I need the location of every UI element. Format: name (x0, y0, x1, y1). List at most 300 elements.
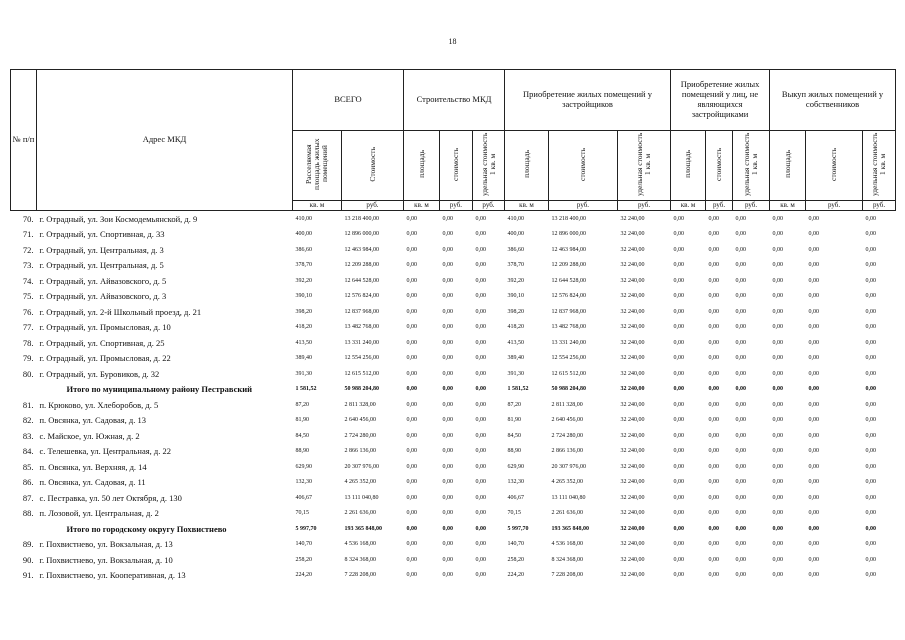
row-value: 140,70 (507, 541, 524, 548)
row-value: 32 240,00 (620, 293, 645, 300)
row-value: 0,00 (865, 215, 877, 222)
row-value: 0,00 (442, 324, 453, 331)
row-value: 0,00 (808, 293, 820, 300)
row-value: 0,00 (406, 494, 417, 501)
row-value: 0,00 (708, 556, 720, 563)
subheader-unit-cost: удельная стоимость 1 кв. м (742, 132, 760, 196)
row-value: 32 240,00 (620, 277, 645, 284)
row-value: 13 111 040,80 (551, 494, 586, 501)
row-value: 0,00 (865, 525, 877, 532)
row-value: 12 576 824,00 (344, 293, 379, 300)
row-number: 88. (22, 508, 34, 519)
unit-sqm: кв. м (505, 201, 549, 211)
row-value: 0,00 (735, 324, 747, 331)
subheader-unit-cost: удельная стоимость 1 кв. м (479, 132, 497, 196)
row-value: 12 576 824,00 (551, 293, 586, 300)
row-value: 0,00 (406, 324, 417, 331)
row-value: 390,10 (295, 293, 312, 300)
row-value: 0,00 (708, 448, 720, 455)
row-value: 2 640 456,00 (551, 417, 583, 424)
row-value: 0,00 (808, 401, 820, 408)
row-address: Итого по муниципальному району Пестравский (66, 384, 253, 395)
row-value: 0,00 (475, 432, 486, 439)
row-value: 32 240,00 (620, 339, 645, 346)
row-value: 32 240,00 (620, 324, 645, 331)
row-value: 0,00 (772, 556, 784, 563)
row-address: г. Похвистнево, ул. Вокзальная, д. 10 (39, 554, 173, 565)
row-value: 8 324 368,00 (551, 556, 583, 563)
row-value: 13 482 768,00 (551, 324, 586, 331)
row-value: 0,00 (708, 246, 720, 253)
table-row (11, 273, 896, 289)
row-value: 406,67 (507, 494, 524, 501)
row-value: 32 240,00 (620, 417, 645, 424)
unit-rub: руб. (806, 201, 863, 211)
row-value: 0,00 (475, 494, 486, 501)
row-value: 413,50 (507, 339, 524, 346)
row-value: 4 536 168,00 (344, 541, 376, 548)
row-value: 398,20 (295, 308, 312, 315)
row-value: 2 261 636,00 (551, 510, 583, 517)
subheader-cost: Стоимость (367, 146, 377, 182)
row-value: 0,00 (865, 231, 877, 238)
row-value: 0,00 (475, 370, 486, 377)
table-row (11, 475, 896, 491)
row-value: 0,00 (735, 370, 747, 377)
row-value: 87,20 (295, 401, 309, 408)
unit-rub: руб. (440, 201, 473, 211)
row-value: 0,00 (772, 479, 784, 486)
row-value: 0,00 (865, 479, 877, 486)
row-number: 85. (22, 461, 34, 472)
row-value: 0,00 (475, 355, 486, 362)
row-value: 0,00 (673, 417, 685, 424)
row-value: 0,00 (475, 215, 486, 222)
row-value: 0,00 (865, 417, 877, 424)
subheader-cost: стоимость (714, 147, 724, 181)
row-value: 0,00 (808, 525, 820, 532)
row-value: 0,00 (475, 541, 486, 548)
table-row (11, 397, 896, 413)
row-value: 0,00 (808, 277, 820, 284)
row-value: 87,20 (507, 401, 521, 408)
row-value: 12 837 968,00 (551, 308, 586, 315)
row-address: г. Отрадный, ул. Промысловая, д. 10 (39, 322, 171, 333)
row-value: 1 581,52 (507, 386, 529, 393)
row-number: 86. (22, 477, 34, 488)
row-address: п. Овсянка, ул. Садовая, д. 11 (39, 477, 146, 488)
row-value: 0,00 (772, 432, 784, 439)
row-value: 0,00 (673, 370, 685, 377)
row-value: 2 866 136,00 (344, 448, 376, 455)
row-value: 0,00 (475, 525, 486, 532)
row-value: 0,00 (442, 293, 453, 300)
row-value: 32 240,00 (620, 556, 645, 563)
header-address: Адрес МКД (37, 70, 293, 211)
row-value: 1 581,52 (295, 386, 317, 393)
row-value: 0,00 (808, 448, 820, 455)
row-value: 0,00 (442, 463, 453, 470)
row-value: 13 331 240,00 (551, 339, 586, 346)
row-value: 0,00 (406, 432, 417, 439)
row-value: 0,00 (708, 463, 720, 470)
row-value: 12 644 528,00 (551, 277, 586, 284)
row-value: 0,00 (808, 463, 820, 470)
row-value: 8 324 368,00 (344, 556, 376, 563)
subheader-area: площадь (416, 150, 426, 179)
row-number: 77. (22, 322, 34, 333)
row-value: 32 240,00 (620, 479, 645, 486)
row-value: 0,00 (772, 293, 784, 300)
row-value: 12 554 256,00 (344, 355, 379, 362)
row-value: 50 988 204,80 (344, 386, 379, 393)
row-value: 406,67 (295, 494, 312, 501)
unit-rub: руб. (706, 201, 733, 211)
row-value: 0,00 (808, 215, 820, 222)
row-value: 0,00 (475, 386, 486, 393)
row-value: 0,00 (442, 246, 453, 253)
row-value: 0,00 (735, 277, 747, 284)
row-value: 0,00 (808, 417, 820, 424)
row-value: 2 724 280,00 (551, 432, 583, 439)
row-value: 13 111 040,80 (344, 494, 379, 501)
row-value: 0,00 (808, 262, 820, 269)
row-value: 0,00 (735, 510, 747, 517)
row-value: 0,00 (865, 339, 877, 346)
header-developers: Приобретение жилых помещений у застройщиков (505, 70, 671, 131)
row-value: 0,00 (442, 262, 453, 269)
row-value: 0,00 (406, 479, 417, 486)
row-value: 20 307 976,00 (551, 463, 586, 470)
subheader-unit-cost: удельная стоимость 1 кв. м (870, 132, 888, 196)
row-value: 140,70 (295, 541, 312, 548)
row-value: 0,00 (673, 293, 685, 300)
row-value: 32 240,00 (620, 572, 645, 579)
row-number: 84. (22, 446, 34, 457)
row-value: 0,00 (735, 308, 747, 315)
row-value: 0,00 (808, 246, 820, 253)
row-value: 0,00 (735, 339, 747, 346)
row-value: 0,00 (406, 262, 417, 269)
row-value: 0,00 (406, 386, 417, 393)
table-row (11, 506, 896, 522)
row-value: 0,00 (475, 231, 486, 238)
row-value: 12 615 512,00 (551, 370, 586, 377)
row-value: 0,00 (735, 525, 747, 532)
row-value: 0,00 (735, 479, 747, 486)
unit-sqm: кв. м (770, 201, 806, 211)
row-value: 32 240,00 (620, 541, 645, 548)
row-value: 70,15 (295, 510, 309, 517)
row-value: 0,00 (673, 432, 685, 439)
row-value: 0,00 (673, 308, 685, 315)
row-address: г. Отрадный, ул. Айвазовского, д. 5 (39, 275, 167, 286)
row-value: 0,00 (735, 215, 747, 222)
table-row (11, 351, 896, 367)
row-value: 0,00 (772, 262, 784, 269)
row-value: 0,00 (442, 572, 453, 579)
row-value: 50 988 204,80 (551, 386, 586, 393)
row-value: 0,00 (406, 463, 417, 470)
row-value: 410,00 (507, 215, 524, 222)
row-value: 4 265 352,00 (344, 479, 376, 486)
row-value: 0,00 (442, 525, 453, 532)
row-value: 13 331 240,00 (344, 339, 379, 346)
row-value: 0,00 (673, 215, 685, 222)
row-value: 0,00 (708, 370, 720, 377)
row-number: 79. (22, 353, 34, 364)
row-address: г. Отрадный, ул. Промысловая, д. 22 (39, 353, 171, 364)
row-value: 0,00 (772, 370, 784, 377)
row-value: 0,00 (673, 355, 685, 362)
row-number: 76. (22, 306, 34, 317)
row-value: 0,00 (475, 401, 486, 408)
table-row (11, 552, 896, 568)
header-total: ВСЕГО (293, 70, 404, 131)
row-value: 0,00 (708, 293, 720, 300)
row-number: 82. (22, 415, 34, 426)
row-value: 4 265 352,00 (551, 479, 583, 486)
row-value: 0,00 (475, 510, 486, 517)
row-value: 0,00 (475, 339, 486, 346)
row-value: 12 896 000,00 (551, 231, 586, 238)
row-value: 0,00 (772, 494, 784, 501)
row-value: 0,00 (442, 494, 453, 501)
row-value: 0,00 (708, 339, 720, 346)
row-value: 0,00 (475, 463, 486, 470)
row-value: 0,00 (708, 308, 720, 315)
table-row (11, 289, 896, 305)
subtotal-row (11, 521, 896, 537)
unit-rub: руб. (473, 201, 505, 211)
row-value: 0,00 (442, 401, 453, 408)
row-value: 0,00 (735, 572, 747, 579)
row-value: 7 228 208,00 (344, 572, 376, 579)
row-value: 0,00 (406, 401, 417, 408)
row-address: п. Овсянка, ул. Садовая, д. 13 (39, 415, 146, 426)
row-value: 0,00 (673, 324, 685, 331)
row-value: 0,00 (406, 339, 417, 346)
row-value: 0,00 (865, 572, 877, 579)
table-row (11, 459, 896, 475)
row-value: 389,40 (507, 355, 524, 362)
unit-sqm: кв. м (671, 201, 706, 211)
row-value: 0,00 (808, 494, 820, 501)
row-value: 0,00 (475, 308, 486, 315)
table-row (11, 568, 896, 584)
table-row (11, 413, 896, 429)
row-value: 0,00 (673, 448, 685, 455)
row-value: 0,00 (475, 448, 486, 455)
row-value: 88,90 (507, 448, 521, 455)
table-row (11, 211, 896, 227)
row-value: 0,00 (808, 432, 820, 439)
unit-sqm: кв. м (293, 201, 342, 211)
row-value: 7 228 208,00 (551, 572, 583, 579)
row-value: 0,00 (735, 432, 747, 439)
row-value: 12 615 512,00 (344, 370, 379, 377)
row-value: 0,00 (808, 308, 820, 315)
row-value: 32 240,00 (620, 215, 645, 222)
subheader-cost: стоимость (451, 147, 461, 181)
row-value: 413,50 (295, 339, 312, 346)
row-address: г. Отрадный, ул. 2-й Школьный проезд, д. 21 (39, 306, 202, 317)
row-value: 0,00 (442, 339, 453, 346)
row-value: 398,20 (507, 308, 524, 315)
row-value: 410,00 (295, 215, 312, 222)
row-value: 0,00 (673, 386, 685, 393)
row-value: 0,00 (406, 541, 417, 548)
row-value: 0,00 (475, 324, 486, 331)
row-address: г. Отрадный, ул. Центральная, д. 3 (39, 244, 164, 255)
row-value: 32 240,00 (620, 463, 645, 470)
table-row (11, 444, 896, 460)
row-value: 0,00 (673, 541, 685, 548)
row-value: 0,00 (708, 510, 720, 517)
row-value: 0,00 (735, 494, 747, 501)
row-address: г. Отрадный, ул. Айвазовского, д. 3 (39, 291, 167, 302)
row-value: 0,00 (735, 448, 747, 455)
row-number: 75. (22, 291, 34, 302)
row-value: 0,00 (772, 231, 784, 238)
row-value: 32 240,00 (620, 432, 645, 439)
row-address: г. Отрадный, ул. Центральная, д. 5 (39, 260, 164, 271)
row-address: с. Пестравка, ул. 50 лет Октября, д. 130 (39, 492, 182, 503)
row-number: 71. (22, 229, 34, 240)
row-value: 0,00 (735, 541, 747, 548)
row-value: 391,30 (295, 370, 312, 377)
row-value: 392,20 (295, 277, 312, 284)
row-value: 0,00 (808, 339, 820, 346)
row-value: 0,00 (442, 308, 453, 315)
row-value: 0,00 (406, 277, 417, 284)
table-row (11, 490, 896, 506)
row-value: 84,50 (507, 432, 521, 439)
row-address: г. Отрадный, ул. Спортивная, д. 33 (39, 229, 165, 240)
row-address: г. Отрадный, ул. Буровиков, д. 32 (39, 368, 160, 379)
row-number (11, 521, 37, 537)
row-value: 0,00 (406, 246, 417, 253)
row-value: 386,60 (295, 246, 312, 253)
row-number: 81. (22, 399, 34, 410)
row-value: 0,00 (708, 432, 720, 439)
row-value: 0,00 (808, 572, 820, 579)
row-value: 4 536 168,00 (551, 541, 583, 548)
row-value: 386,60 (507, 246, 524, 253)
row-value: 32 240,00 (620, 246, 645, 253)
row-address: п. Лозовой, ул. Центральная, д. 2 (39, 508, 159, 519)
row-value: 392,20 (507, 277, 524, 284)
row-value: 0,00 (673, 479, 685, 486)
subheader-area: площадь (683, 150, 693, 179)
table-row (11, 227, 896, 243)
row-value: 12 209 288,00 (551, 262, 586, 269)
row-value: 32 240,00 (620, 308, 645, 315)
row-value: 12 463 984,00 (551, 246, 586, 253)
unit-rub: руб. (863, 201, 896, 211)
row-value: 0,00 (865, 494, 877, 501)
table-row (11, 537, 896, 553)
row-value: 0,00 (865, 401, 877, 408)
row-value: 0,00 (673, 231, 685, 238)
row-value: 0,00 (772, 215, 784, 222)
row-value: 0,00 (808, 479, 820, 486)
row-value: 0,00 (865, 324, 877, 331)
row-value: 0,00 (475, 417, 486, 424)
row-value: 0,00 (735, 463, 747, 470)
row-value: 0,00 (406, 525, 417, 532)
row-value: 81,90 (295, 417, 309, 424)
row-value: 629,90 (295, 463, 312, 470)
row-value: 0,00 (475, 277, 486, 284)
row-value: 0,00 (673, 401, 685, 408)
row-value: 0,00 (708, 525, 720, 532)
row-value: 378,70 (507, 262, 524, 269)
row-number: 83. (22, 430, 34, 441)
row-number: 87. (22, 492, 34, 503)
row-value: 32 240,00 (620, 370, 645, 377)
row-value: 0,00 (808, 370, 820, 377)
row-address: г. Похвистнево, ул. Кооперативная, д. 13 (39, 570, 186, 581)
row-value: 0,00 (708, 479, 720, 486)
row-value: 12 463 984,00 (344, 246, 379, 253)
row-value: 418,20 (295, 324, 312, 331)
row-value: 132,30 (507, 479, 524, 486)
row-value: 0,00 (442, 510, 453, 517)
row-value: 84,50 (295, 432, 309, 439)
row-number: 80. (22, 368, 34, 379)
row-value: 0,00 (708, 417, 720, 424)
table-row (11, 304, 896, 320)
row-value: 0,00 (673, 463, 685, 470)
row-value: 0,00 (406, 293, 417, 300)
row-value: 224,20 (507, 572, 524, 579)
subtotal-row (11, 382, 896, 398)
row-value: 0,00 (808, 355, 820, 362)
row-value: 88,90 (295, 448, 309, 455)
row-value: 12 837 968,00 (344, 308, 379, 315)
row-address: г. Отрадный, ул. Спортивная, д. 25 (39, 337, 165, 348)
row-value: 0,00 (865, 355, 877, 362)
row-address: Итого по городскому округу Похвистнево (66, 523, 227, 534)
subheader-cost: стоимость (578, 147, 588, 181)
row-value: 224,20 (295, 572, 312, 579)
row-value: 5 997,70 (295, 525, 317, 532)
row-value: 0,00 (772, 324, 784, 331)
header-num: № п/п (11, 70, 37, 211)
row-value: 0,00 (808, 510, 820, 517)
row-value: 0,00 (865, 541, 877, 548)
row-value: 12 896 000,00 (344, 231, 379, 238)
row-value: 0,00 (442, 417, 453, 424)
row-value: 0,00 (673, 262, 685, 269)
row-value: 0,00 (772, 417, 784, 424)
row-value: 0,00 (808, 231, 820, 238)
row-value: 629,90 (507, 463, 524, 470)
row-value: 0,00 (708, 324, 720, 331)
row-number (11, 382, 37, 398)
row-value: 0,00 (772, 572, 784, 579)
header-owners: Выкуп жилых помещений у собственников (770, 70, 896, 131)
row-value: 32 240,00 (620, 525, 645, 532)
row-value: 193 365 848,00 (551, 525, 589, 532)
table-row (11, 335, 896, 351)
table-row (11, 366, 896, 382)
row-value: 0,00 (772, 386, 784, 393)
row-value: 2 811 328,00 (551, 401, 583, 408)
row-value: 0,00 (865, 510, 877, 517)
subheader-unit-cost: удельная стоимость 1 кв. м (635, 132, 652, 196)
